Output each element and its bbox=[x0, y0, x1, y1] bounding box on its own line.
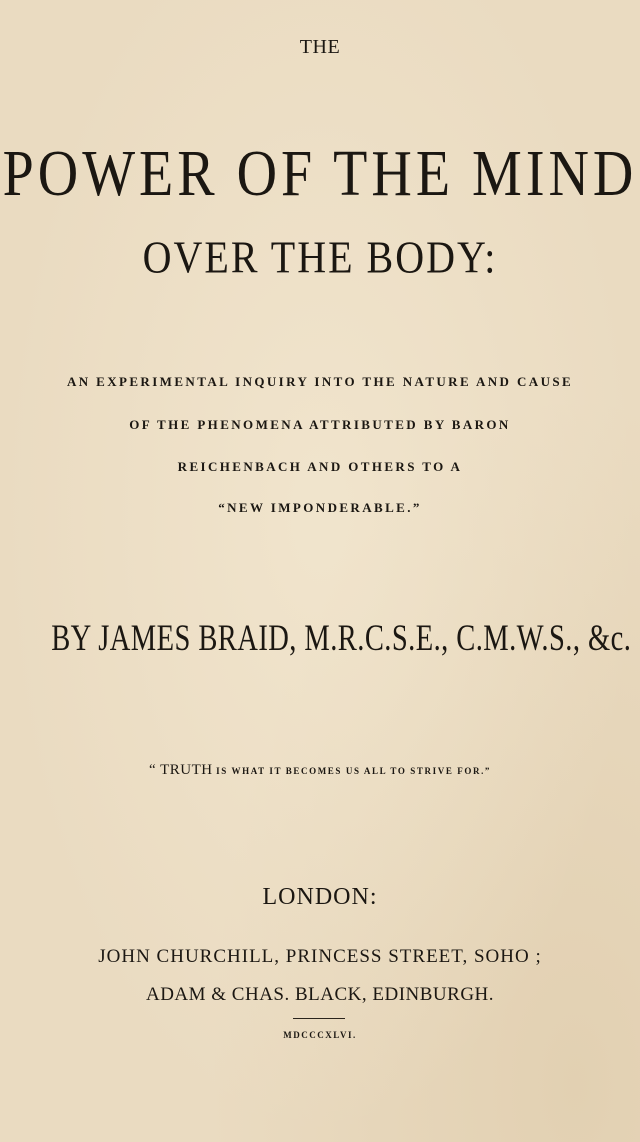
author-line: BY JAMES BRAID, M.R.C.S.E., C.M.W.S., &c. bbox=[51, 618, 632, 659]
subtitle-line-3: REICHENBACH AND OTHERS TO A bbox=[177, 459, 463, 474]
motto bbox=[0, 762, 640, 779]
subtitle-line-2: OF THE PHENOMENA ATTRIBUTED BY BARON bbox=[129, 417, 511, 432]
subtitle-line-1: AN EXPERIMENTAL INQUIRY INTO THE NATURE AND CAUSE bbox=[66, 374, 574, 389]
publication-place: LONDON: bbox=[262, 884, 378, 910]
publisher-line-1: JOHN CHURCHILL, PRINCESS STREET, SOHO ; bbox=[98, 946, 542, 967]
title-article: THE bbox=[299, 36, 341, 58]
publication-date: MDCCCXLVI. bbox=[283, 1030, 357, 1040]
title-line-2: OVER THE BODY: bbox=[142, 231, 498, 283]
motto-rest: IS WHAT IT BECOMES US ALL TO STRIVE FOR.” bbox=[216, 766, 492, 776]
divider-rule bbox=[293, 1018, 345, 1019]
title-line-1: POWER OF THE MIND bbox=[2, 137, 638, 211]
subtitle-line-4: “NEW IMPONDERABLE.” bbox=[218, 500, 422, 515]
publisher-line-2: ADAM & CHAS. BLACK, EDINBURGH. bbox=[145, 984, 495, 1005]
motto-open: “ TRUTH bbox=[148, 762, 213, 778]
